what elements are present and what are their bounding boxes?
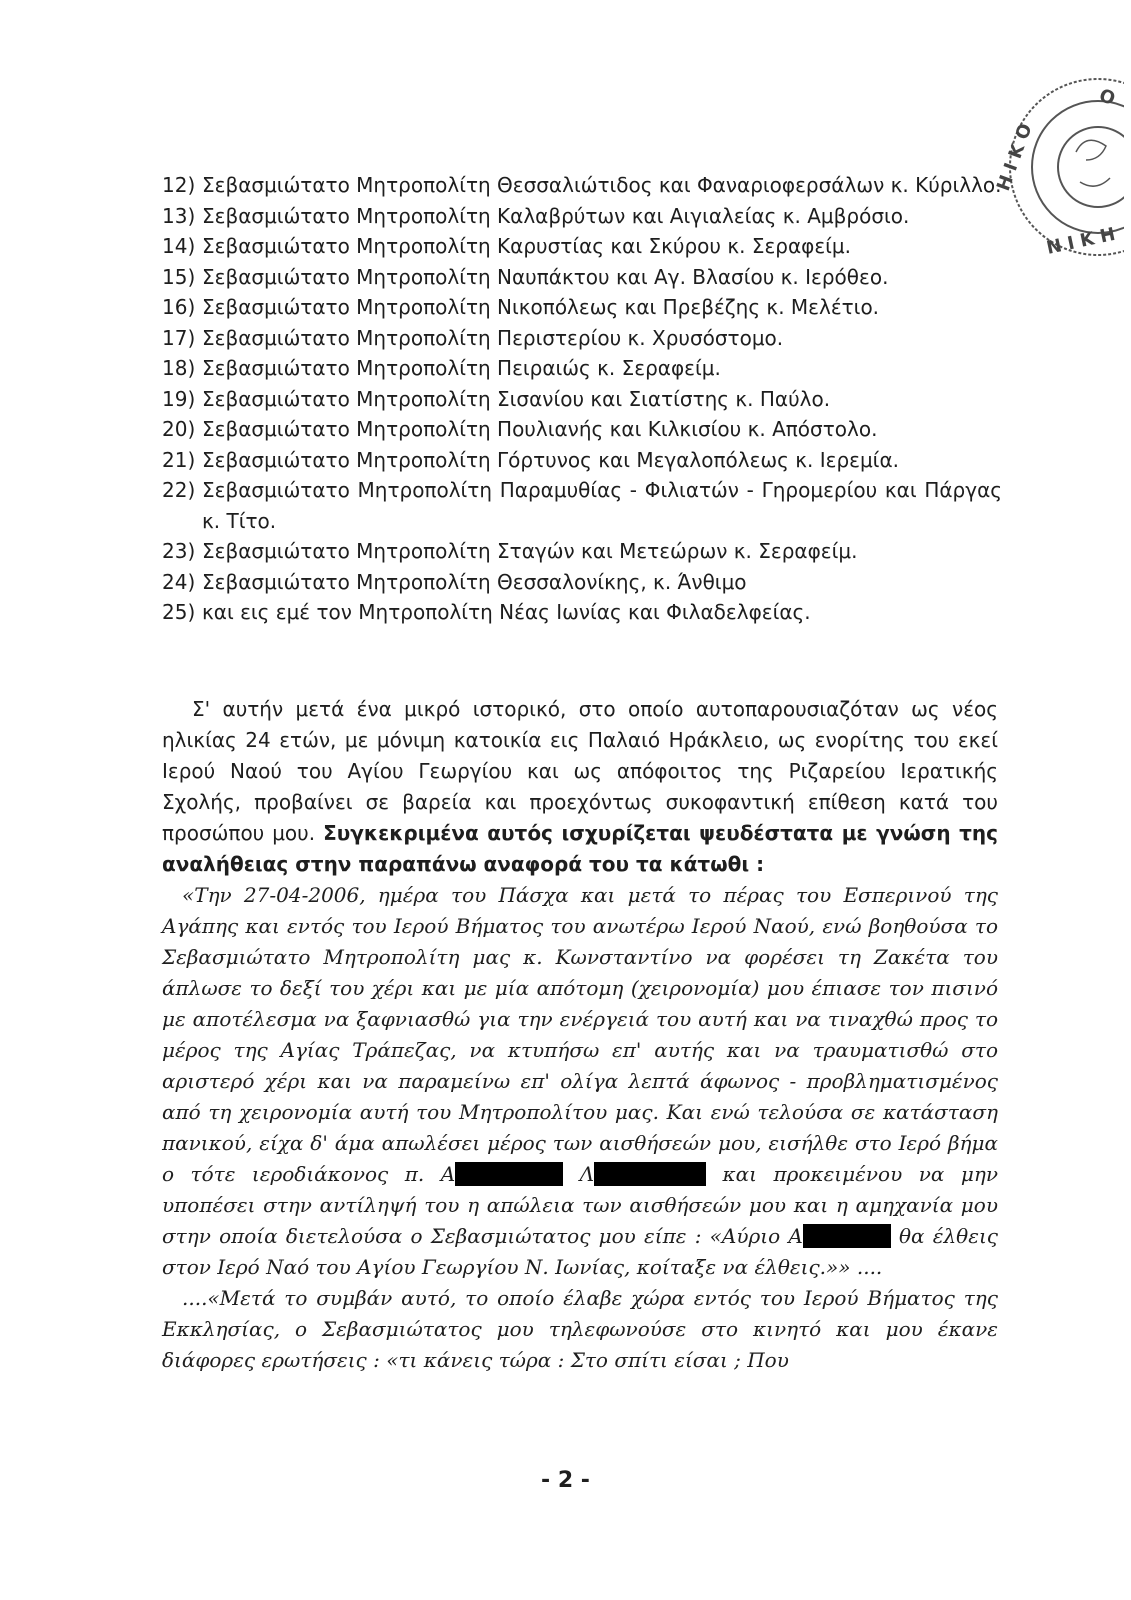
quoted-allegation-1	[162, 880, 998, 1283]
list-item-text: Σεβασμιώτατο Μητροπολίτη Θεσσαλονίκης, κ. Άνθιμο	[202, 569, 747, 594]
redaction-bar	[803, 1224, 891, 1248]
list-item-number: 17)	[162, 325, 196, 350]
paragraph-intro	[162, 694, 998, 880]
quote1-part1: «Την 27-04-2006, ημέρα του Πάσχα και μετά το πέρας του Εσπερινού της Αγάπης και εντός του Ιερού Βήματος του ανωτέρω Ιερού Ναού, ενώ βοηθούσα το Σεβασμιώτατο Μητροπολίτη μας κ. Κωνσταντίνο να φορέσει τη Ζακέτα του άπλωσε το δεξί του χέρι και με μία απότομη (χειρονομία) μου έπιασε τον πισινό με αποτέλεσμα να ξαφνιασθώ για την ενέργειά του αυτή και να τιναχθώ προς το μέρος της Αγίας Τράπεζας, να κτυπήσω επ' αυτής και να τραυματισθώ στο αριστερό χέρι και να παραμείνω επ' ολίγα λεπτά άφωνος - προβληματισμένος από τη χειρονομία αυτή του Μητροπολίτου μας. Και ενώ τελούσα σε κατάσταση πανικού, είχα δ' άμα απωλέσει μέρος των αισθήσεών μου, εισήλθε στο Ιερό βήμα ο τότε ιεροδιάκονος π. Α	[162, 883, 998, 1186]
paragraph-intro-text: Σ' αυτήν μετά ένα μικρό ιστορικό, στο οποίο αυτοπαρουσιαζόταν ως νέος ηλικίας 24 ετών, με μόνιμη κατοικία εις Παλαιό Ηράκλειο, ως ενορίτης του εκεί Ιερού Ναού του Αγίου Γεωργίου και ως απόφοιτος της Ριζαρείου Ιερατικής Σχολής, προβαίνει σε βαρεία και προεχόντως συκοφαντική επίθεση κατά του προσώπου μου.	[162, 697, 998, 845]
list-item-number: 25)	[162, 600, 196, 624]
list-item-number: 16)	[162, 295, 196, 319]
list-item-number: 21)	[162, 447, 196, 472]
list-item-number: 20)	[162, 417, 196, 441]
addressee-list	[162, 170, 1002, 628]
list-item	[162, 384, 1002, 415]
quoted-allegation-2: ....«Μετά το συμβάν αυτό, το οποίο έλαβε χώρα εντός του Ιερού Βήματος της Εκκλησίας, ο Σεβασμιώτατος μου τηλεφωνούσε στο κινητό και μου έκανε διάφορες ερωτήσεις : «τι κάνεις τώρα : Στο σπίτι είσαι ; Που	[162, 1286, 998, 1372]
list-item-number: 23)	[162, 539, 196, 563]
list-item	[162, 597, 1002, 628]
redaction-bar	[455, 1162, 563, 1186]
list-item-number: 24)	[162, 569, 196, 594]
list-item-text: Σεβασμιώτατο Μητροπολίτη Σταγών και Μετεώρων κ. Σεραφείμ.	[202, 539, 858, 563]
list-item	[162, 445, 1002, 476]
list-item	[162, 353, 1002, 384]
list-item-text: Σεβασμιώτατο Μητροπολίτη Πουλιανής και Κιλκισίου κ. Απόστολο.	[202, 417, 878, 441]
document-body	[162, 694, 998, 1376]
svg-text:Η Ι Κ Ο: Η Ι Κ Ο	[992, 120, 1037, 194]
list-item-text: Σεβασμιώτατο Μητροπολίτη Θεσσαλιώτιδος και Φαναριοφερσάλων κ. Κύριλλο.	[202, 173, 1002, 197]
svg-text:Ο: Ο	[1096, 84, 1118, 110]
list-item-text: και εις εμέ τον Μητροπολίτη Νέας Ιωνίας και Φιλαδελφείας.	[202, 600, 811, 624]
list-item-text: Σεβασμιώτατο Μητροπολίτη Γόρτυνος και Μεγαλοπόλεως κ. Ιερεμία.	[202, 447, 899, 472]
list-item-number: 19)	[162, 386, 196, 411]
quote1-part2: Λ	[563, 1162, 595, 1186]
list-item-text: Σεβασμιώτατο Μητροπολίτη Σισανίου και Σιατίστης κ. Παύλο.	[202, 386, 831, 411]
list-item-text: Σεβασμιώτατο Μητροπολίτη Καλαβρύτων και Αιγιαλείας κ. Αμβρόσιο.	[202, 203, 910, 228]
list-item	[162, 536, 1002, 567]
list-item	[162, 231, 1002, 262]
list-item-number: 13)	[162, 203, 196, 228]
list-item	[162, 201, 1002, 232]
page-number: - 2 -	[541, 1468, 590, 1493]
list-item-text: Σεβασμιώτατο Μητροπολίτη Νικοπόλεως και Πρεβέζης κ. Μελέτιο.	[202, 295, 880, 319]
quote1-part3: και προκειμένου να μην υποπέσει στην αντίληψή του η απώλεια των αισθήσεών μου και η αμηχανία μου στην οποία διετελούσα ο Σεβασμιώτατος μου είπε : «Αύριο Α	[162, 1162, 998, 1248]
list-item-text: Σεβασμιώτατο Μητροπολίτη Καρυστίας και Σκύρου κ. Σεραφείμ.	[202, 234, 851, 258]
list-item-number: 12)	[162, 173, 196, 197]
svg-text:Ν Ι Κ Η: Ν Ι Κ Η	[1044, 223, 1118, 259]
list-item	[162, 170, 1002, 201]
list-item-number: 15)	[162, 264, 196, 289]
list-item	[162, 292, 1002, 323]
list-item-text: Σεβασμιώτατο Μητροπολίτη Ναυπάκτου και Αγ. Βλασίου κ. Ιερόθεο.	[202, 264, 889, 289]
list-item-number: 22)	[162, 478, 196, 502]
list-item	[162, 475, 1002, 536]
list-item-text: Σεβασμιώτατο Μητροπολίτη Πειραιώς κ. Σεραφείμ.	[202, 356, 721, 380]
list-item	[162, 262, 1002, 293]
list-item-number: 18)	[162, 356, 196, 380]
list-item	[162, 414, 1002, 445]
quote1-part4: θα έλθεις στον Ιερό Ναό του Αγίου Γεωργίου Ν. Ιωνίας, κοίταξε να έλθεις.»» ....	[162, 1224, 998, 1279]
redaction-bar	[594, 1162, 706, 1186]
paragraph-intro-bold: Συγκεκριμένα αυτός ισχυρίζεται ψευδέστατα με γνώση της αναλήθειας στην παραπάνω αναφορά του τα κάτωθι :	[162, 821, 999, 876]
list-item	[162, 567, 1002, 598]
list-item	[162, 323, 1002, 354]
list-item-number: 14)	[162, 234, 196, 258]
list-item-text: Σεβασμιώτατο Μητροπολίτη Παραμυθίας - Φιλιατών - Γηρομερίου και Πάργας κ. Τίτο.	[202, 478, 1002, 533]
list-item-text: Σεβασμιώτατο Μητροπολίτη Περιστερίου κ. Χρυσόστομο.	[202, 325, 784, 350]
